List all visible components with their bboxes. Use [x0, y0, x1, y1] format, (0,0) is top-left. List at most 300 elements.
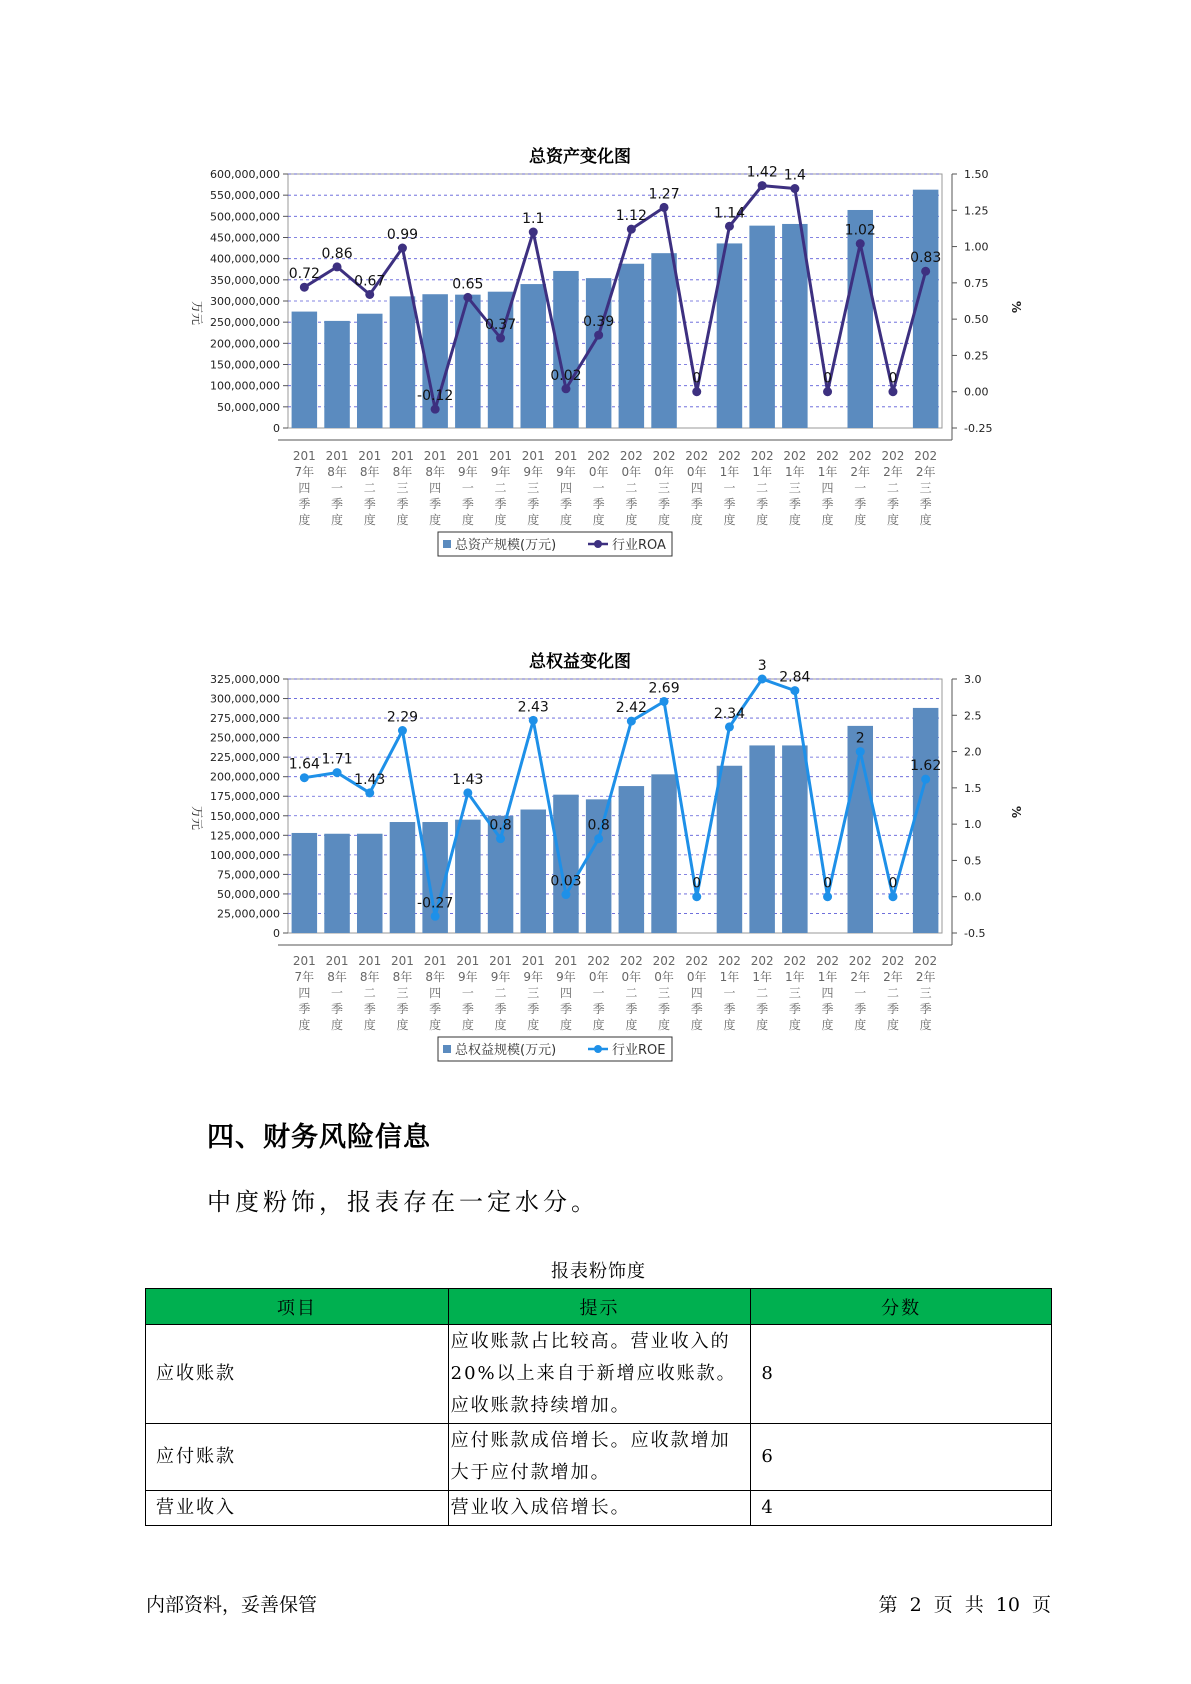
x-tick-label: 202 — [619, 449, 643, 463]
x-tick-label: 二 — [363, 986, 376, 1000]
x-tick-label: 度 — [429, 513, 442, 527]
left-tick-label: 50,000,000 — [217, 400, 280, 414]
left-tick-label: 300,000,000 — [210, 692, 280, 706]
x-tick-label: 0年 — [621, 465, 642, 479]
header-item: 项目 — [146, 1289, 449, 1325]
x-tick-label: 四 — [559, 986, 572, 1000]
x-tick-label: 三 — [919, 481, 932, 495]
data-label: 1.02 — [844, 222, 876, 239]
line-point — [758, 675, 767, 684]
bar — [619, 786, 645, 933]
x-tick-label: 8年 — [327, 970, 347, 984]
footer-confidential: 内部资料，妥善保管 — [146, 1594, 318, 1616]
header-score: 分数 — [751, 1289, 1052, 1325]
x-tick-label: 202 — [816, 449, 840, 463]
x-tick-label: 二 — [625, 986, 638, 1000]
x-tick-label: 0年 — [654, 465, 674, 479]
left-tick-label: 25,000,000 — [217, 907, 280, 921]
x-tick-label: 0年 — [654, 970, 674, 984]
bar — [292, 312, 318, 428]
line-point — [627, 225, 636, 234]
x-tick-label: 度 — [788, 1018, 801, 1032]
x-tick-label: 季 — [298, 497, 311, 511]
x-tick-label: 202 — [783, 954, 807, 968]
left-tick-label: 250,000,000 — [210, 731, 280, 745]
left-tick-label: 75,000,000 — [217, 868, 280, 882]
x-tick-label: 一 — [854, 481, 867, 495]
line-point — [627, 717, 636, 726]
line-point — [856, 239, 865, 248]
line-point — [692, 387, 701, 396]
x-tick-label: 季 — [821, 497, 834, 511]
x-tick-label: 度 — [396, 1018, 409, 1032]
x-tick-label: 202 — [848, 449, 872, 463]
x-tick-label: 度 — [592, 1018, 605, 1032]
bar — [324, 834, 350, 933]
line-point — [365, 788, 374, 797]
line-point — [921, 267, 930, 276]
x-tick-label: 1年 — [752, 465, 772, 479]
x-tick-label: 度 — [723, 1018, 736, 1032]
data-label: 0.72 — [288, 266, 320, 283]
bar — [717, 766, 743, 933]
line-point — [496, 334, 505, 343]
header-tip: 提示 — [448, 1289, 751, 1325]
x-tick-label: 9年 — [458, 465, 478, 479]
x-tick-label: 二 — [625, 481, 638, 495]
x-tick-label: 度 — [658, 1018, 671, 1032]
bar — [782, 745, 808, 933]
line-point — [594, 834, 603, 843]
x-tick-label: 度 — [919, 513, 932, 527]
left-tick-label: 200,000,000 — [210, 337, 280, 351]
left-tick-label: 125,000,000 — [210, 829, 280, 843]
x-tick-label: 三 — [658, 986, 671, 1000]
left-axis-label: 万元 — [190, 806, 204, 831]
row-score: 4 — [751, 1491, 1052, 1526]
x-tick-label: 度 — [756, 513, 769, 527]
x-tick-label: 一 — [723, 481, 736, 495]
x-tick-label: 201 — [358, 954, 382, 968]
x-tick-label: 201 — [423, 954, 447, 968]
line-point — [300, 283, 309, 292]
right-tick-label: 2.5 — [964, 709, 982, 723]
x-tick-label: 度 — [363, 513, 376, 527]
line-point — [463, 293, 472, 302]
x-tick-label: 二 — [756, 986, 769, 1000]
line-point — [463, 788, 472, 797]
line-point — [725, 222, 734, 231]
row-tip: 应收账款占比较高。营业收入的20%以上来自于新增应收账款。应收账款持续增加。 — [448, 1325, 751, 1424]
x-tick-label: 度 — [756, 1018, 769, 1032]
data-label: 0.86 — [321, 245, 353, 262]
x-tick-label: 1年 — [719, 970, 740, 984]
section-paragraph: 中度粉饰，报表存在一定水分。 — [207, 1188, 599, 1216]
right-axis-label: % — [1009, 301, 1023, 314]
bar — [651, 774, 677, 933]
x-tick-label: 四 — [821, 986, 834, 1000]
x-tick-label: 二 — [494, 986, 507, 1000]
x-tick-label: 一 — [461, 481, 474, 495]
bar — [357, 314, 383, 428]
x-tick-label: 7年 — [294, 970, 315, 984]
data-label: 1.71 — [321, 751, 353, 768]
data-label: 3 — [757, 658, 767, 674]
line-point — [365, 290, 374, 299]
x-tick-label: 季 — [886, 497, 899, 511]
line-point — [660, 203, 669, 212]
x-tick-label: 201 — [390, 954, 414, 968]
x-tick-label: 9年 — [490, 465, 511, 479]
x-tick-label: 季 — [919, 497, 932, 511]
left-tick-label: 150,000,000 — [210, 358, 280, 372]
left-tick-label: 150,000,000 — [210, 809, 280, 823]
x-tick-label: 0年 — [686, 970, 707, 984]
x-tick-label: 2年 — [850, 970, 871, 984]
left-tick-label: 50,000,000 — [217, 887, 280, 901]
left-tick-label: 300,000,000 — [210, 295, 280, 308]
line-point — [398, 726, 407, 735]
x-tick-label: 202 — [587, 954, 611, 968]
legend-bar-swatch — [443, 1045, 451, 1053]
x-tick-label: 季 — [723, 497, 736, 511]
x-tick-label: 三 — [527, 986, 540, 1000]
x-tick-label: 8年 — [327, 465, 347, 479]
right-axis-label: % — [1009, 806, 1023, 819]
legend-bar-swatch — [443, 540, 451, 548]
x-tick-label: 季 — [592, 497, 605, 511]
left-tick-label: 0 — [273, 927, 280, 940]
bar — [553, 795, 579, 933]
right-tick-label: 1.50 — [964, 168, 989, 181]
line-point — [758, 181, 767, 190]
x-tick-label: 二 — [363, 481, 376, 495]
x-tick-label: 一 — [592, 481, 605, 495]
data-label: 0 — [692, 370, 702, 387]
x-tick-label: 201 — [325, 954, 349, 968]
x-tick-label: 度 — [461, 1018, 474, 1032]
data-label: 2.69 — [648, 680, 680, 697]
x-tick-label: 季 — [756, 1002, 769, 1016]
x-tick-label: 度 — [363, 1018, 376, 1032]
x-tick-label: 季 — [298, 1002, 311, 1016]
x-tick-label: 季 — [396, 1002, 409, 1016]
x-tick-label: 度 — [559, 513, 572, 527]
x-tick-label: 四 — [559, 481, 572, 495]
data-label: 0.67 — [354, 273, 386, 290]
table-row — [146, 1325, 1052, 1424]
x-tick-label: 202 — [914, 449, 938, 463]
x-tick-label: 201 — [423, 449, 447, 463]
x-tick-label: 9年 — [556, 970, 576, 984]
bar — [619, 264, 645, 428]
data-label: -0.12 — [417, 388, 454, 405]
bar — [749, 226, 775, 428]
line-point — [725, 722, 734, 731]
row-item: 应付账款 — [146, 1424, 449, 1491]
x-tick-label: 季 — [429, 1002, 442, 1016]
data-label: 0.03 — [550, 873, 582, 890]
x-tick-label: 202 — [750, 449, 774, 463]
row-score: 6 — [751, 1424, 1052, 1491]
x-tick-label: 二 — [886, 481, 899, 495]
x-tick-label: 1年 — [752, 970, 772, 984]
x-tick-label: 度 — [658, 513, 671, 527]
x-tick-label: 度 — [298, 1018, 311, 1032]
data-label: 1.12 — [615, 208, 647, 225]
line-point — [921, 775, 930, 784]
x-tick-label: 9年 — [523, 465, 544, 479]
right-tick-label: 1.00 — [964, 240, 989, 254]
x-tick-label: 202 — [652, 449, 676, 463]
bar — [390, 822, 416, 933]
x-tick-label: 202 — [783, 449, 807, 463]
chart-title: 总权益变化图 — [529, 652, 631, 672]
x-tick-label: 二 — [756, 481, 769, 495]
x-tick-label: 季 — [625, 497, 638, 511]
x-tick-label: 一 — [331, 481, 344, 495]
right-tick-label: 0.00 — [964, 385, 989, 399]
x-tick-label: 201 — [325, 449, 349, 463]
x-tick-label: 度 — [690, 513, 703, 527]
x-tick-label: 季 — [527, 497, 540, 511]
x-tick-label: 201 — [554, 954, 578, 968]
line-point — [660, 697, 669, 706]
left-tick-label: 225,000,000 — [210, 751, 280, 765]
left-tick-label: 500,000,000 — [210, 210, 280, 224]
right-tick-label: 3.0 — [964, 673, 982, 686]
right-tick-label: 0.0 — [964, 890, 982, 904]
x-tick-label: 0年 — [621, 970, 642, 984]
x-tick-label: 度 — [919, 1018, 932, 1032]
x-tick-label: 度 — [592, 513, 605, 527]
x-tick-label: 一 — [854, 986, 867, 1000]
data-label: -0.27 — [417, 895, 454, 912]
x-tick-label: 8年 — [359, 465, 380, 479]
x-tick-label: 202 — [914, 954, 938, 968]
x-tick-label: 201 — [390, 449, 414, 463]
bar — [520, 810, 546, 933]
x-tick-label: 202 — [750, 954, 774, 968]
x-tick-label: 季 — [396, 497, 409, 511]
x-tick-label: 季 — [723, 1002, 736, 1016]
x-tick-label: 1年 — [785, 465, 805, 479]
data-label: 0.02 — [550, 367, 582, 384]
line-point — [823, 892, 832, 901]
right-tick-label: 1.0 — [964, 818, 982, 832]
bar — [390, 296, 416, 428]
data-label: 2.84 — [779, 669, 811, 686]
right-tick-label: 1.25 — [964, 204, 989, 218]
data-label: 1.43 — [354, 771, 386, 788]
data-label: 2.43 — [517, 699, 549, 716]
x-tick-label: 8年 — [392, 465, 413, 479]
x-tick-label: 9年 — [523, 970, 544, 984]
x-tick-label: 季 — [494, 1002, 507, 1016]
x-tick-label: 二 — [886, 986, 899, 1000]
x-tick-label: 季 — [690, 1002, 703, 1016]
right-tick-label: 2.0 — [964, 745, 982, 759]
x-tick-label: 2年 — [915, 465, 936, 479]
table-row — [146, 1491, 1052, 1526]
data-label: 1.4 — [783, 167, 806, 184]
left-tick-label: 600,000,000 — [210, 168, 280, 181]
x-tick-label: 8年 — [425, 970, 445, 984]
row-score: 8 — [751, 1325, 1052, 1424]
data-label: 2.29 — [386, 709, 419, 726]
left-tick-label: 175,000,000 — [210, 790, 280, 804]
x-tick-label: 8年 — [425, 465, 445, 479]
x-tick-label: 度 — [821, 1018, 834, 1032]
line-point — [790, 184, 799, 193]
data-label: 0.65 — [452, 276, 484, 293]
x-tick-label: 度 — [494, 513, 507, 527]
data-label: 1.27 — [648, 186, 680, 203]
line-point — [333, 262, 342, 271]
x-tick-label: 季 — [559, 497, 572, 511]
x-tick-label: 201 — [489, 954, 513, 968]
x-tick-label: 季 — [788, 497, 801, 511]
x-tick-label: 季 — [919, 1002, 932, 1016]
x-tick-label: 四 — [298, 986, 311, 1000]
line-point — [888, 892, 897, 901]
x-tick-label: 2年 — [850, 465, 871, 479]
x-tick-label: 度 — [854, 513, 867, 527]
data-label: 2.34 — [713, 705, 746, 722]
x-tick-label: 度 — [331, 513, 344, 527]
section-heading: 四、财务风险信息 — [207, 1122, 431, 1153]
x-tick-label: 季 — [886, 1002, 899, 1016]
bar — [324, 321, 350, 428]
x-tick-label: 度 — [494, 1018, 507, 1032]
data-label: 0.39 — [583, 314, 615, 331]
x-tick-label: 202 — [717, 449, 741, 463]
x-tick-label: 季 — [363, 497, 376, 511]
data-label: 1.64 — [288, 756, 320, 773]
x-tick-label: 9年 — [490, 970, 511, 984]
x-tick-label: 202 — [848, 954, 872, 968]
line-point — [856, 747, 865, 756]
x-tick-label: 2年 — [883, 465, 903, 479]
data-label: 2 — [855, 730, 865, 747]
bar — [749, 745, 775, 933]
x-tick-label: 季 — [756, 497, 769, 511]
line-point — [561, 890, 570, 899]
right-tick-label: 0.5 — [964, 854, 982, 868]
line-point — [888, 387, 897, 396]
x-tick-label: 度 — [886, 1018, 899, 1032]
bar — [357, 834, 383, 933]
x-tick-label: 度 — [723, 513, 736, 527]
x-tick-label: 季 — [821, 1002, 834, 1016]
left-tick-label: 450,000,000 — [210, 231, 280, 245]
footer-page-number: 第 2 页 共 10 页 — [878, 1594, 1051, 1616]
x-tick-label: 季 — [331, 497, 344, 511]
x-tick-label: 四 — [821, 481, 834, 495]
x-tick-label: 度 — [625, 513, 638, 527]
line-point — [431, 912, 440, 921]
line-point — [561, 384, 570, 393]
x-tick-label: 季 — [461, 497, 474, 511]
data-label: 0.83 — [910, 250, 942, 267]
x-tick-label: 季 — [592, 1002, 605, 1016]
data-label: 0.37 — [484, 317, 517, 334]
line-point — [790, 686, 799, 695]
whitewash-table — [145, 1288, 1052, 1526]
x-tick-label: 季 — [658, 1002, 671, 1016]
x-tick-label: 201 — [489, 449, 513, 463]
data-label: 1.43 — [452, 771, 484, 788]
x-tick-label: 四 — [690, 481, 703, 495]
x-tick-label: 度 — [821, 513, 834, 527]
left-tick-label: 550,000,000 — [210, 189, 280, 203]
data-label: 0.99 — [386, 227, 419, 244]
x-tick-label: 季 — [429, 497, 442, 511]
line-point — [692, 892, 701, 901]
bar — [913, 708, 939, 933]
line-point — [529, 228, 538, 237]
x-tick-label: 三 — [788, 481, 801, 495]
x-tick-label: 202 — [619, 954, 643, 968]
x-tick-label: 度 — [461, 513, 474, 527]
x-tick-label: 202 — [816, 954, 840, 968]
bar — [782, 224, 808, 428]
x-tick-label: 9年 — [556, 465, 576, 479]
x-tick-label: 202 — [685, 449, 709, 463]
x-tick-label: 二 — [494, 481, 507, 495]
row-tip: 营业收入成倍增长。 — [448, 1491, 751, 1526]
data-label: 0 — [888, 875, 898, 892]
x-tick-label: 0年 — [686, 465, 707, 479]
x-tick-label: 度 — [429, 1018, 442, 1032]
x-tick-label: 9年 — [458, 970, 478, 984]
row-item: 应收账款 — [146, 1325, 449, 1424]
data-label: 1.42 — [746, 164, 778, 181]
data-label: 2.42 — [615, 700, 647, 717]
table-caption: 报表粉饰度 — [551, 1261, 646, 1282]
line-point — [529, 716, 538, 725]
data-label: 0 — [823, 875, 833, 892]
data-label: 0.8 — [587, 817, 610, 834]
x-tick-label: 度 — [788, 513, 801, 527]
x-tick-label: 季 — [461, 1002, 474, 1016]
line-point — [594, 331, 603, 340]
legend-line-marker — [594, 540, 602, 548]
left-tick-label: 400,000,000 — [210, 252, 280, 266]
legend-bar-label: 总资产规模(万元) — [455, 538, 557, 553]
x-tick-label: 一 — [331, 986, 344, 1000]
x-tick-label: 季 — [527, 1002, 540, 1016]
x-tick-label: 1年 — [817, 465, 838, 479]
x-tick-label: 202 — [652, 954, 676, 968]
x-tick-label: 201 — [292, 449, 316, 463]
x-tick-label: 季 — [658, 497, 671, 511]
x-tick-label: 201 — [521, 954, 545, 968]
table-row — [146, 1424, 1052, 1491]
x-tick-label: 度 — [331, 1018, 344, 1032]
right-tick-label: 0.25 — [964, 349, 989, 363]
legend-line-marker — [594, 1045, 602, 1053]
x-tick-label: 季 — [854, 497, 867, 511]
left-tick-label: 200,000,000 — [210, 770, 280, 784]
x-tick-label: 201 — [456, 449, 480, 463]
x-tick-label: 度 — [527, 1018, 540, 1032]
x-tick-label: 三 — [919, 986, 932, 1000]
x-tick-label: 季 — [331, 1002, 344, 1016]
data-label: 0 — [823, 370, 833, 387]
x-tick-label: 2年 — [883, 970, 903, 984]
x-tick-label: 季 — [494, 497, 507, 511]
